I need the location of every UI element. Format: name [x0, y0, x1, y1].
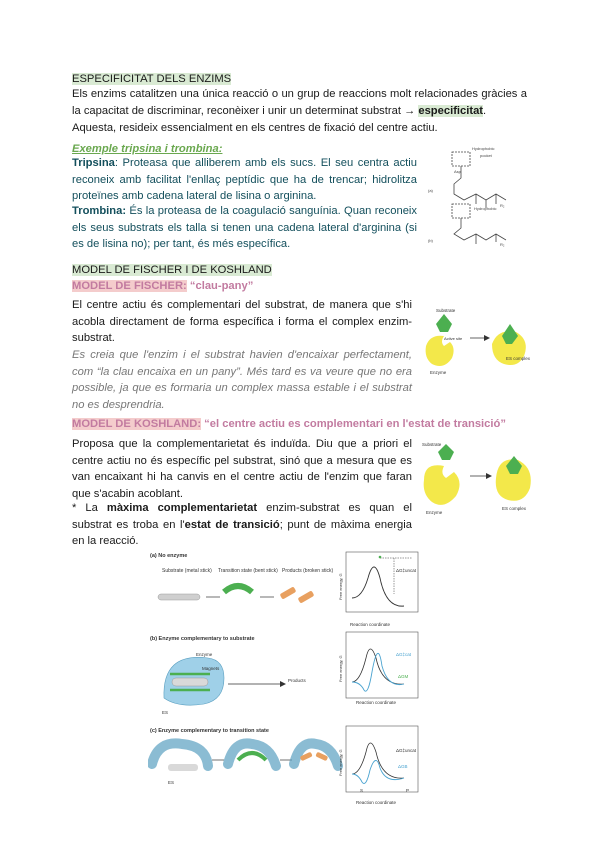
svg-text:R₂: R₂: [500, 242, 505, 247]
section-heading-especificitat: ESPECIFICITAT DELS ENZIMS: [72, 73, 232, 85]
svg-text:ΔG‡uncat: ΔG‡uncat: [396, 568, 417, 573]
svg-text:Free energy, G: Free energy, G: [338, 573, 343, 600]
example-heading: Exemple tripsina i trombina:: [72, 143, 223, 155]
chemical-structure-figure: [424, 142, 536, 250]
svg-text:ES: ES: [168, 780, 175, 785]
svg-text:ΔG‡uncat: ΔG‡uncat: [396, 748, 417, 753]
svg-text:ES complex: ES complex: [506, 356, 531, 361]
svg-text:(b): (b): [428, 238, 433, 243]
svg-text:Products: Products: [288, 678, 306, 683]
fischer-lock-key-figure: [422, 302, 534, 380]
paragraph-koshland-2: * La màxima complementarietat enzim-substrat es quan el substrat es troba en l'estat de transició; punt de màxima energia en la reacció.: [72, 502, 412, 547]
svg-text:Reaction coordinate: Reaction coordinate: [350, 622, 391, 627]
energy-diagram-figure: [148, 548, 448, 810]
svg-text:Substrate (metal stick): Substrate (metal stick): [162, 568, 212, 574]
svg-text:Reaction coordinate: Reaction coordinate: [356, 800, 397, 805]
svg-text:Enzyme: Enzyme: [426, 510, 443, 515]
svg-text:ES: ES: [162, 710, 169, 715]
svg-text:Free energy, G: Free energy, G: [338, 655, 343, 682]
svg-text:Substrate: Substrate: [422, 442, 442, 447]
svg-text:ΔGM: ΔGM: [398, 674, 409, 679]
koshland-title: MODEL DE KOSHLAND: “el centre actiu es complementari en l'estat de transició”: [72, 418, 506, 430]
paragraph-fischer-1: El centre actiu és complementari del substrat, de manera que s'hi acobla directament de forma específica i forma el complex enzim-substrat.: [72, 299, 412, 344]
svg-text:Magnets: Magnets: [202, 666, 220, 671]
svg-text:(c) Enzyme complementary to tr: (c) Enzyme complementary to transition state: [150, 728, 269, 734]
paragraph-fischer-2: Es creia que l'enzim i el substrat havien d'encaixar perfectament, com “la clau encaixa en un pany”. Més tard es va veure que no era possible, ja que es formaria un complex massa estable i el substrat no es desprendria.: [72, 349, 412, 411]
paragraph-especificitat: Els enzims catalitzen una única reacció o un grup de reaccions molt relacionades gràcies a la capacitat de discriminar, reconèixer i unir un determinat substrat → especificitat.: [72, 88, 527, 117]
svg-text:Enzyme: Enzyme: [430, 370, 447, 375]
svg-text:Reaction coordinate: Reaction coordinate: [356, 700, 397, 705]
section-heading-models: MODEL DE FISCHER I DE KOSHLAND: [72, 264, 272, 276]
svg-text:ES complex: ES complex: [502, 506, 527, 511]
svg-text:Hydrophobic: Hydrophobic: [474, 206, 497, 211]
fischer-title: MODEL DE FISCHER: “clau-pany”: [72, 280, 254, 292]
svg-text:Free energy, G: Free energy, G: [338, 749, 343, 776]
svg-text:ΔGB: ΔGB: [398, 764, 408, 769]
svg-text:Active site: Active site: [444, 336, 463, 341]
svg-text:R₂: R₂: [500, 203, 505, 208]
paragraph-koshland-1: Proposa que la complementarietat és induïda. Diu que a priori el centre actiu no és específic pel substrat, sinó que a mesura que es van encaixant hi ha canvis en el centre actiu de l'enzim que faran que s'acabin acoblant.: [72, 438, 412, 500]
svg-text:(a): (a): [428, 188, 433, 193]
svg-text:(a) No enzyme: (a) No enzyme: [150, 553, 188, 559]
paragraph-trombina: Trombina: És la proteasa de la coagulació sanguínia. Quan reconeix els seus substrats els talla si tenen una cadena lateral d'arginina (si es de lisina no); per tant, és més específica.: [72, 205, 417, 250]
svg-text:ΔG‡cat: ΔG‡cat: [396, 652, 412, 657]
koshland-induced-fit-figure: [420, 438, 538, 524]
svg-text:Asp: Asp: [454, 169, 461, 174]
svg-text:(b) Enzyme complementary to su: (b) Enzyme complementary to substrate: [150, 636, 255, 642]
paragraph-centres-fixacio: Aquesta, resideix essencialment en els centres de fixació del centre actiu.: [72, 122, 438, 134]
svg-text:Transition state (bent stick): Transition state (bent stick): [218, 568, 278, 574]
svg-text:Substrate: Substrate: [436, 308, 456, 313]
paragraph-tripsina: Tripsina: Proteasa que alliberem amb els sucs. El seu centra actiu reconeix amb facilitat l'enllaç peptídic que ha de trencar; hidrolitza proteïnes amb cadena lateral de lisina o arginina.: [72, 157, 417, 202]
svg-text:S: S: [360, 788, 364, 793]
svg-text:Hydrophobic: Hydrophobic: [472, 146, 495, 151]
svg-text:Products (broken stick): Products (broken stick): [282, 568, 334, 574]
svg-text:P: P: [406, 788, 410, 793]
svg-text:Enzyme: Enzyme: [196, 652, 213, 657]
svg-text:pocket: pocket: [480, 153, 492, 158]
